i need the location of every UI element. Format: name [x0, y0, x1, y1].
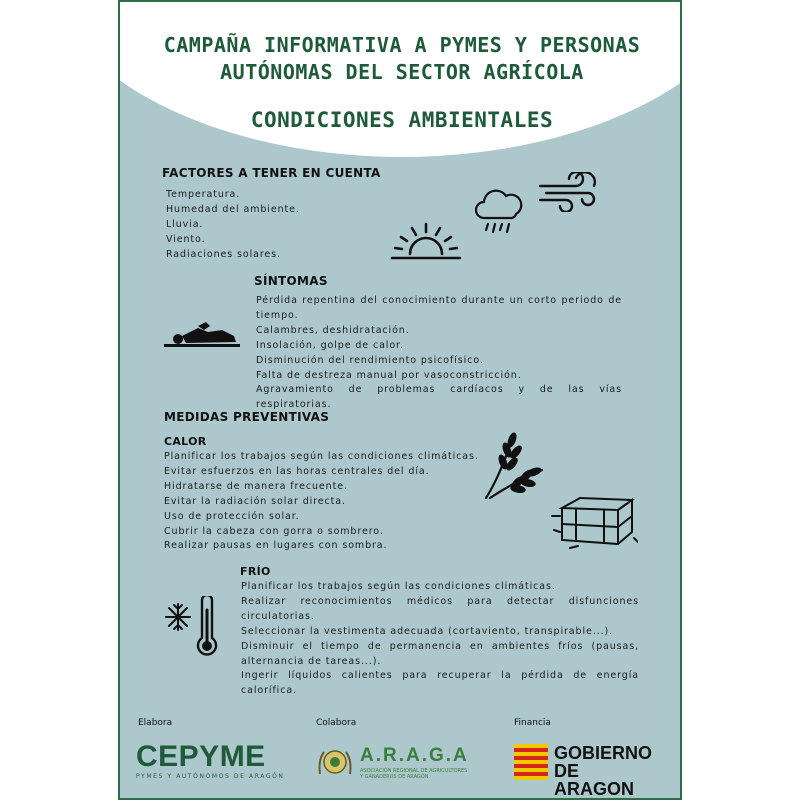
list-item: Cubrir la cabeza con gorra o sombrero. — [164, 525, 384, 537]
title-line-2: AUTÓNOMAS DEL SECTOR AGRÍCOLA — [220, 60, 584, 84]
wheat-icon — [480, 426, 550, 502]
list-item: Agravamiento de problemas cardíacos y de las vías respiratorias. — [256, 384, 622, 411]
aragon-flag-icon — [514, 744, 548, 780]
poster — [118, 0, 682, 800]
list-item: Radiaciones solares. — [166, 248, 281, 260]
cepyme-name: CEPYME — [136, 740, 266, 773]
sintomas-heading: SÍNTOMAS — [254, 274, 328, 288]
list-item: Hidratarse de manera frecuente. — [164, 480, 348, 492]
calor-list — [164, 450, 479, 554]
list-item: Disminución del rendimiento psicofísico. — [256, 354, 484, 366]
list-item: Ingerir líquidos calientes para recuperar la pérdida de energía calorífica. — [241, 670, 639, 697]
elabora-label: Elabora — [138, 718, 173, 728]
list-item: Disminuir el tiempo de permanencia en ambientes fríos (pausas, alternancia de tareas...). — [241, 640, 639, 667]
factores-heading: FACTORES A TENER EN CUENTA — [162, 166, 381, 180]
gobierno-line-2: DE ARAGON — [554, 761, 634, 799]
list-item: Insolación, golpe de calor. — [256, 339, 404, 351]
campaign-title — [120, 32, 682, 86]
fainted-person-icon — [164, 320, 242, 350]
sintomas-list — [256, 294, 622, 413]
list-item: Planificar los trabajos según las condiciones climáticas. — [164, 451, 479, 462]
snowflake-thermometer-icon — [162, 596, 222, 658]
factores-list — [166, 188, 300, 263]
araga-subtitle-2: Y GANADEROS DE ARAGÓN — [360, 774, 429, 780]
rain-cloud-icon — [472, 186, 524, 238]
cepyme-subtitle: PYMES Y AUTÓNOMOS DE ARAGÓN — [136, 773, 285, 780]
financia-label: Financia — [514, 718, 551, 728]
hay-bale-icon — [550, 494, 638, 552]
list-item: Planificar los trabajos según las condiciones climáticas. — [241, 581, 556, 592]
frio-list — [241, 580, 639, 699]
cepyme-logo — [136, 742, 285, 780]
list-item: Pérdida repentina del conocimiento durante un corto periodo de tiempo. — [256, 295, 622, 321]
list-item: Humedad del ambiente. — [166, 203, 300, 215]
list-item: Falta de destreza manual por vasoconstricción. — [256, 369, 522, 381]
araga-name: A.R.A.G.A — [360, 745, 469, 766]
list-item: Realizar pausas en lugares con sombra. — [164, 540, 388, 552]
list-item: Realizar reconocimientos médicos para detectar disfunciones circulatorias. — [241, 595, 639, 622]
list-item: Seleccionar la vestimenta adecuada (cortaviento, transpirable...). — [241, 625, 614, 637]
araga-subtitle-1: ASOCIACIÓN REGIONAL DE AGRICULTORES — [360, 768, 468, 774]
list-item: Viento. — [166, 233, 206, 245]
calor-heading: CALOR — [164, 435, 207, 448]
title-line-1: CAMPAÑA INFORMATIVA A PYMES Y PERSONAS — [163, 33, 641, 57]
medidas-heading: MEDIDAS PREVENTIVAS — [164, 410, 330, 424]
araga-seal-icon — [316, 746, 354, 778]
sun-icon — [388, 220, 464, 262]
gobierno-line-1: GOBIERNO — [554, 743, 653, 763]
section-title: CONDICIONES AMBIENTALES — [250, 108, 554, 132]
wind-icon — [536, 172, 600, 212]
list-item: Evitar esfuerzos en las horas centrales del día. — [164, 465, 430, 477]
list-item: Evitar la radiación solar directa. — [164, 495, 346, 507]
list-item: Temperatura. — [166, 189, 241, 200]
list-item: Uso de protección solar. — [164, 510, 300, 522]
colabora-label: Colabora — [316, 718, 357, 728]
list-item: Calambres, deshidratación. — [256, 324, 410, 336]
frio-heading: FRÍO — [240, 565, 271, 578]
list-item: Lluvia. — [166, 218, 204, 230]
